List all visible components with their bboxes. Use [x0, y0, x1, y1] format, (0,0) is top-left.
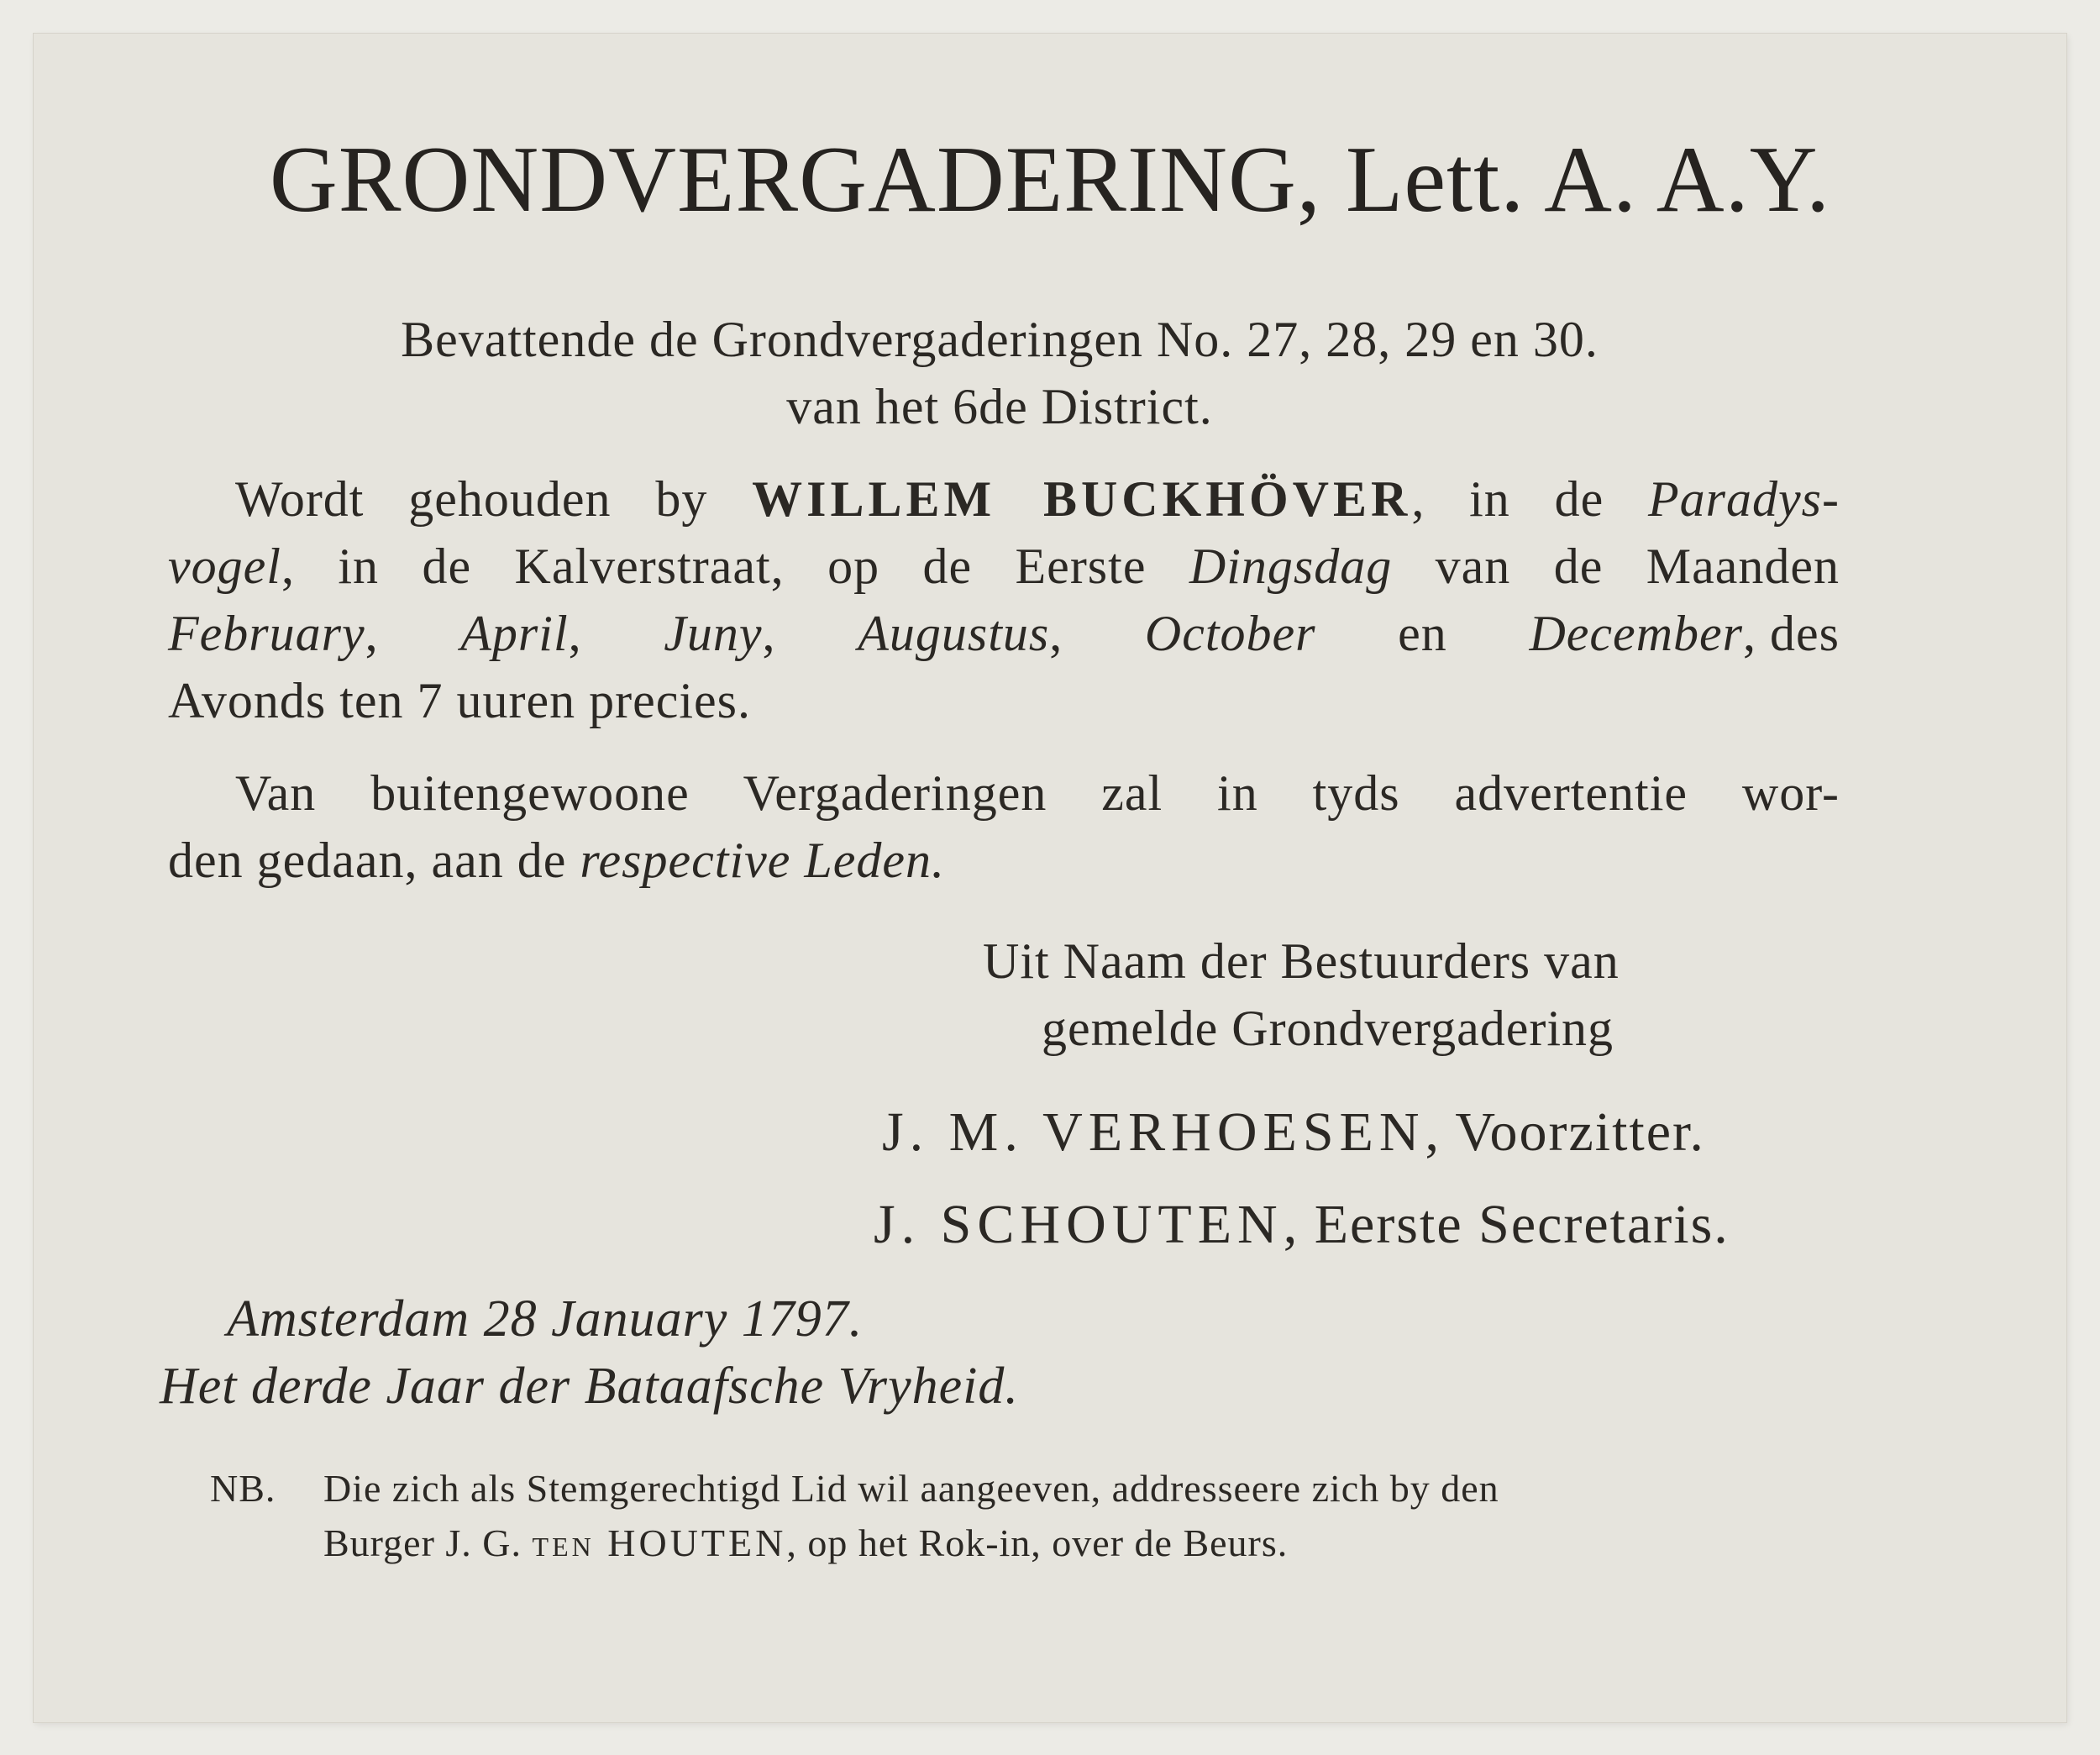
month: October — [1144, 606, 1316, 661]
paragraph-2-line-1: Van buitengewoone Vergaderingen zal in tyds advertentie wor- — [235, 765, 1840, 821]
italic-text: respective Leden. — [580, 833, 946, 888]
weekday: Dingsdag — [1189, 539, 1393, 594]
paragraph-1-line-2 — [168, 538, 1840, 596]
chair-name: J. M. VERHOESEN — [882, 1101, 1425, 1163]
text: , in de Kalverstraat, op de Eerste — [281, 539, 1189, 594]
paragraph-1-line-1 — [235, 470, 1840, 528]
text: , des — [1743, 606, 1840, 661]
secretary-role: , Eerste Secretaris. — [1283, 1194, 1730, 1255]
month: February — [168, 606, 365, 661]
month-item: Juny, — [664, 606, 776, 661]
date-line-1: Amsterdam 28 January 1797. — [227, 1290, 864, 1348]
month-item: April, — [460, 606, 582, 661]
month-item: February, — [168, 606, 379, 661]
month: December — [1529, 606, 1744, 661]
text: en — [1398, 606, 1447, 661]
signatory-chair — [882, 1101, 1705, 1164]
contact-name: HOUTEN — [594, 1521, 787, 1564]
venue-name-part-2: vogel — [168, 539, 281, 594]
month-item — [1529, 605, 1840, 663]
month: Juny — [664, 606, 763, 661]
text: van de Maanden — [1392, 539, 1840, 594]
paragraph-1-line-3 — [168, 605, 1840, 663]
signature-line-1: Uit Naam der Bestuurders van — [983, 933, 1620, 989]
host-name: WILLEM BUCKHÖVER — [752, 471, 1412, 527]
secretary-name: J. SCHOUTEN — [874, 1194, 1284, 1255]
month-item: Augustus, — [858, 606, 1063, 661]
subtitle-line-2: van het 6de District. — [786, 379, 1213, 434]
text: , in de — [1411, 471, 1649, 527]
note-label: NB. — [210, 1467, 276, 1510]
note-line-2 — [323, 1521, 1288, 1565]
name-particle: ten — [532, 1521, 595, 1564]
month: Augustus — [858, 606, 1050, 661]
signature-line-2: gemelde Grondvergadering — [1042, 1001, 1614, 1056]
venue-name-part-1: Paradys- — [1648, 471, 1840, 527]
paragraph-1-line-4: Avonds ten 7 uuren precies. — [168, 673, 752, 728]
month: April — [460, 606, 569, 661]
paragraph-2-line-2 — [168, 832, 945, 890]
note-line-1: Die zich als Stemgerechtigd Lid wil aangeeven, addresseere zich by den — [323, 1467, 1499, 1510]
text: Burger J. G. — [323, 1521, 533, 1564]
date-line-2: Het derde Jaar der Bataafsche Vryheid. — [160, 1358, 1019, 1415]
text: Wordt gehouden by — [235, 471, 753, 527]
subtitle-line-1: Bevattende de Grondvergaderingen No. 27, 28, 29 en 30. — [401, 312, 1599, 367]
printed-notice — [34, 34, 2066, 1722]
chair-role: , Voorzitter. — [1425, 1101, 1705, 1163]
signatory-secretary — [874, 1193, 1730, 1257]
text: den gedaan, aan de — [168, 833, 580, 888]
text: , op het Rok-in, over de Beurs. — [786, 1521, 1289, 1564]
notice-title: GRONDVERGADERING, Lett. A. A.Y. — [269, 128, 1831, 232]
